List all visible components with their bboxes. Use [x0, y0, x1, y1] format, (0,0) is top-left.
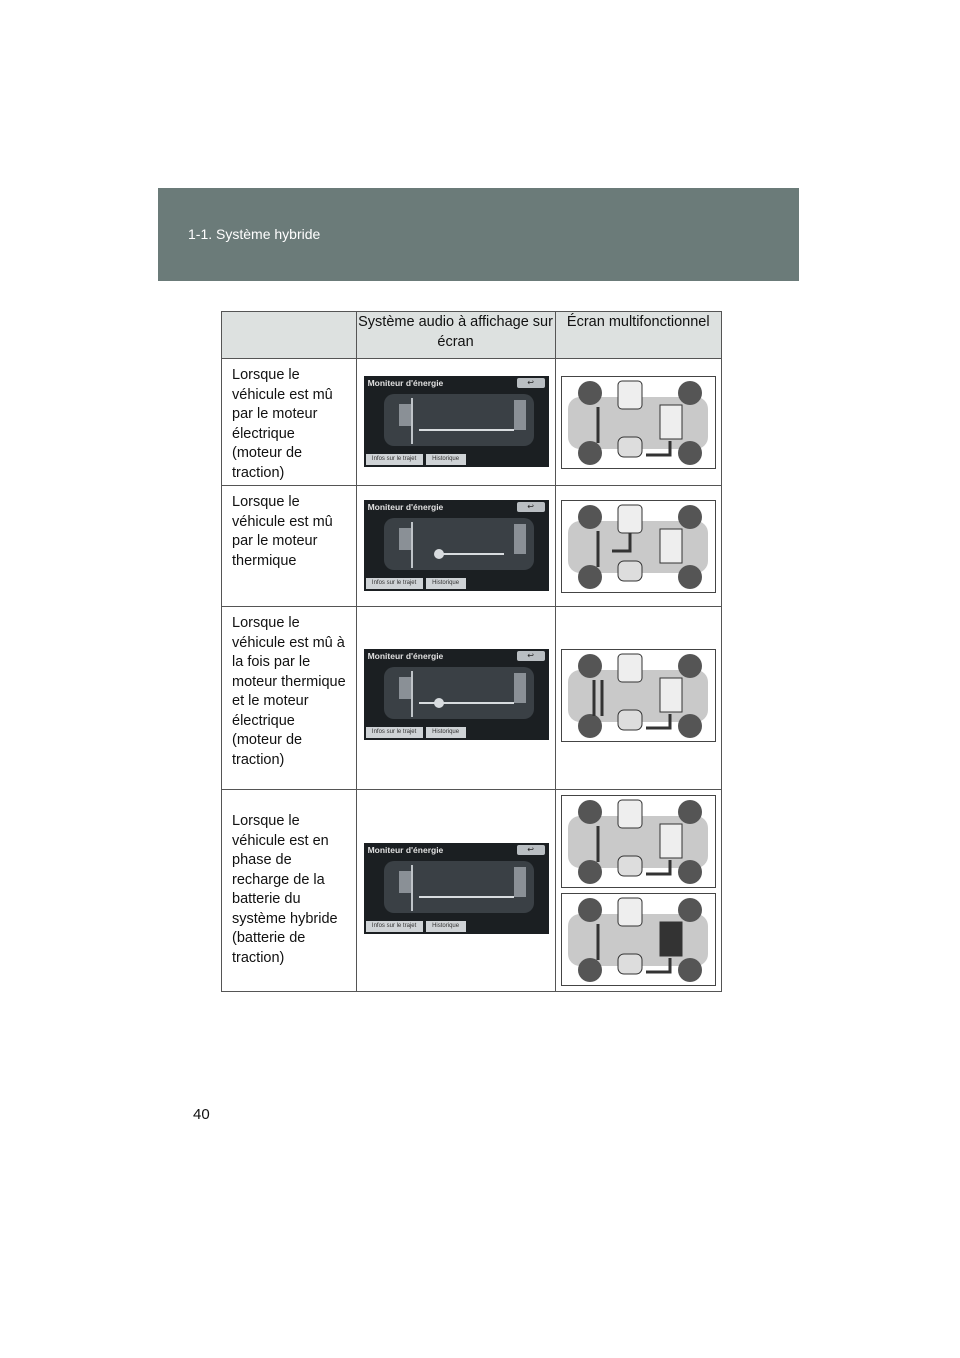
multi-display-diagram	[561, 376, 716, 469]
monitor-title: Moniteur d'énergie	[367, 845, 444, 855]
trip-info-tab[interactable]: Infos sur le trajet	[366, 727, 423, 738]
table-row	[222, 607, 722, 790]
table-row	[222, 486, 722, 607]
section-header	[158, 188, 799, 281]
multi-display-cell	[555, 607, 722, 790]
table-header-row	[222, 312, 722, 359]
energy-monitor-screen	[364, 376, 549, 467]
vehicle-energy-diagram	[364, 663, 549, 723]
multi-display-diagram	[561, 893, 716, 986]
energy-monitor-screen	[364, 843, 549, 934]
energy-monitor-table	[221, 311, 722, 992]
energy-flow-icon	[562, 894, 715, 985]
energy-flow-icon	[562, 796, 715, 887]
vehicle-energy-diagram	[364, 857, 549, 917]
back-arrow-icon: ↩	[517, 845, 545, 855]
energy-flow-icon	[562, 650, 715, 741]
multi-display-diagram	[561, 500, 716, 593]
history-tab[interactable]: Historique	[426, 727, 466, 738]
audio-screen-cell	[356, 607, 555, 790]
row-description: Lorsque le véhicule est mû à la fois par le moteur thermique et le moteur électrique (moteur de traction)	[222, 607, 357, 790]
trip-info-tab[interactable]: Infos sur le trajet	[366, 578, 423, 589]
multi-display-cell	[555, 359, 722, 486]
multi-display-cell	[555, 790, 722, 992]
energy-monitor-screen	[364, 649, 549, 740]
trip-info-tab[interactable]: Infos sur le trajet	[366, 454, 423, 465]
header-audio-display: Système audio à affichage sur écran	[356, 312, 555, 359]
history-tab[interactable]: Historique	[426, 578, 466, 589]
page-number: 40	[193, 1106, 210, 1123]
monitor-title: Moniteur d'énergie	[367, 378, 444, 388]
history-tab[interactable]: Historique	[426, 454, 466, 465]
back-arrow-icon: ↩	[517, 651, 545, 661]
row-description: Lorsque le véhicule est mû par le moteur électrique (moteur de traction)	[222, 359, 357, 486]
multi-display-diagram	[561, 795, 716, 888]
audio-screen-cell	[356, 359, 555, 486]
audio-screen-cell	[356, 790, 555, 992]
header-cell-empty	[222, 312, 357, 359]
audio-screen-cell	[356, 486, 555, 607]
section-title: 1-1. Système hybride	[188, 226, 321, 242]
table-row	[222, 359, 722, 486]
monitor-title: Moniteur d'énergie	[367, 651, 444, 661]
back-arrow-icon: ↩	[517, 502, 545, 512]
multi-display-diagram	[561, 649, 716, 742]
history-tab[interactable]: Historique	[426, 921, 466, 932]
back-arrow-icon: ↩	[517, 378, 545, 388]
energy-flow-icon	[562, 501, 715, 592]
row-description: Lorsque le véhicule est mû par le moteur thermique	[222, 486, 357, 607]
multi-display-cell	[555, 486, 722, 607]
row-description: Lorsque le véhicule est en phase de recharge de la batterie du système hybride (batterie de traction)	[222, 790, 357, 992]
header-multi-display: Écran multifonctionnel	[555, 312, 722, 359]
vehicle-energy-diagram	[364, 514, 549, 574]
energy-flow-icon	[562, 377, 715, 468]
monitor-title: Moniteur d'énergie	[367, 502, 444, 512]
table-row	[222, 790, 722, 992]
trip-info-tab[interactable]: Infos sur le trajet	[366, 921, 423, 932]
energy-monitor-screen	[364, 500, 549, 591]
vehicle-energy-diagram	[364, 390, 549, 450]
